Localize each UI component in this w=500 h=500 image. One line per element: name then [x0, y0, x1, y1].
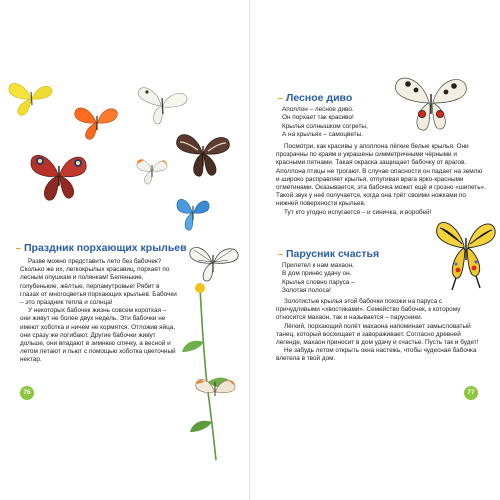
- paragraph: Лёгкий, порхающий полёт махаона напоминает замысловатый танец, который восхищает и завораживает. Согласно древней легенде, махаон приносит в дом удачу и счастье. Пусть так и будет!: [276, 322, 479, 347]
- poem: [282, 262, 355, 295]
- section-heading-text: Лесное диво: [286, 92, 353, 104]
- section-heading: [286, 248, 379, 260]
- swallowtail-butterfly-illustration: [434, 212, 498, 294]
- orange-butterfly-illustration: [72, 100, 120, 142]
- paragraph: Тут кто угодно испугается – и синичка, и воробей!: [284, 208, 432, 216]
- paragraph: У некоторых бабочек жизнь совсем короткая – они живут не более двух недель. Эти бабочки не имеют хоботка и ничем не кормятся. Отложив яйца, они сразу же погибают. Другие бабочки живут дольше, они впадают в зимнюю спячку, а весной и летом летают и пьют с помощью хоботка цветочный нектар.: [20, 307, 176, 364]
- page-number: 77: [464, 386, 478, 400]
- poem-line: Крылья солнышком согреты,: [282, 122, 368, 130]
- paragraph: Не забудь летом открыть окна настежь, чтобы чудесная бабочка влетела в твой дом.: [276, 347, 477, 363]
- white-butterfly-illustration: [133, 80, 193, 130]
- body-text: [20, 258, 178, 365]
- poem-line: А на крыльях – самоцветы.: [282, 130, 363, 138]
- right-page: [250, 0, 500, 500]
- heading-rule: [278, 98, 283, 99]
- brown-butterfly-illustration: [172, 128, 234, 180]
- paragraph: Разве можно представить лето без бабочек? Сколько же их, легкокрылых красавиц, порхает по лесным опушкам и полянкам! Беленькие, голубенькие, жёлтые, перламутровые! Рябит в глазах от многоцветья порхающих крыльев. Бабочки – это праздник тепла и солнца!: [20, 258, 177, 307]
- heading-rule: [16, 248, 21, 249]
- section-heading: [24, 242, 187, 254]
- paragraph: Золотистые крылья этой бабочки похожи на паруса с причудливыми «хвостиками». Семейство бабочек, к которому относится махаон, так и называется – парусники.: [276, 298, 461, 322]
- section-heading-text: Праздник порхающих крыльев: [24, 242, 187, 254]
- peacock-butterfly-illustration: [28, 146, 90, 204]
- poem-line: В дом принёс удачу он.: [282, 270, 352, 278]
- poem-line: Прилетел к нам махаон,: [282, 262, 354, 269]
- poem-line: Золотая полоса!: [282, 286, 331, 294]
- heading-rule: [278, 254, 283, 255]
- body-text: [276, 143, 486, 217]
- flower-illustration: [178, 282, 248, 462]
- blue-butterfly-illustration: [174, 192, 212, 234]
- apollo-butterfly-illustration: [392, 68, 470, 136]
- poem-line: Он порхает так красиво!: [282, 114, 354, 122]
- page-number: 76: [20, 386, 34, 400]
- black-veined-white-butterfly-illustration: [186, 240, 242, 284]
- section-heading-text: Парусник счастья: [286, 248, 380, 260]
- yellow-butterfly-illustration: [6, 78, 56, 118]
- paragraph: Посмотри, как красивы у аполлона лёгкие белые крылья. Они прозрачны по краям и украшены симметричными чёрными и красными пятнами. Такая окраска защищает бабочку от врагов. Аполлона птицы не трогают. В случае опасности он падает на землю и широко расправляет крылья, отпугивая врага ярко-красными отметинами. Оказывается, эта бабочка может ещё и грозно «шипеть». Такой звук у неё получается, когда она трёт своими ножками по нижней поверхности крыльев.: [276, 143, 486, 208]
- section-heading: [286, 92, 352, 104]
- small-orange-butterfly-illustration: [134, 154, 170, 186]
- body-text: [276, 298, 486, 364]
- poem: [282, 106, 368, 139]
- poem-line: Крылья словно паруса –: [282, 278, 355, 286]
- poem-line: Аполлон – лесное диво.: [282, 106, 354, 113]
